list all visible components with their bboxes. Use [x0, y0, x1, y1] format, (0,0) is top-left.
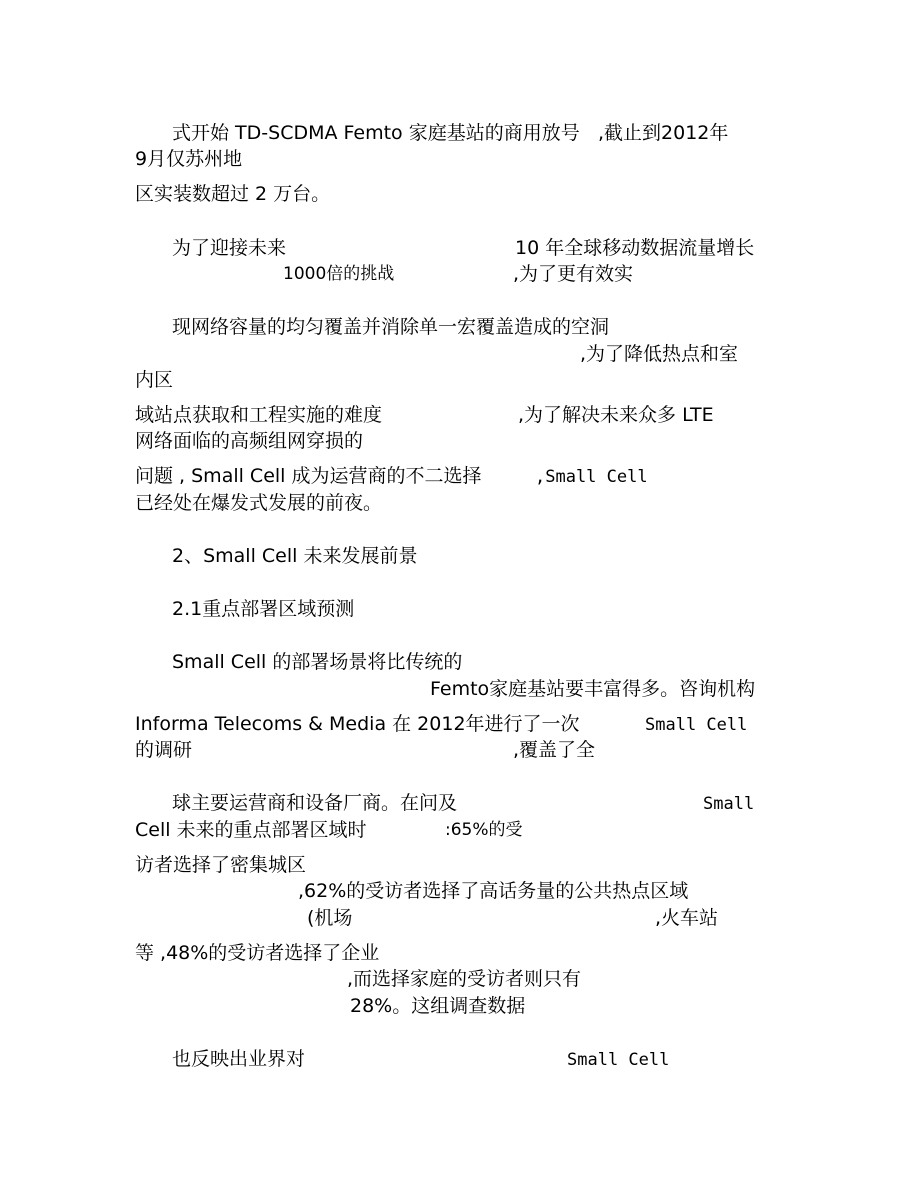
text-line: Small Cell — [645, 715, 748, 735]
text-line: Small — [703, 794, 755, 814]
text-line: Informa Telecoms & Media 在 2012年进行了一次 — [135, 713, 580, 735]
text-line: ,为了解决未来众多 LTE — [518, 404, 714, 426]
text-line: 访者选择了密集城区 — [135, 854, 307, 876]
text-line: 域站点获取和工程实施的难度 — [135, 404, 383, 426]
text-line: 区实装数超过 2 万台。 — [135, 183, 331, 205]
text-line: ,火车站 — [655, 907, 719, 929]
text-line: 的调研 — [135, 739, 193, 761]
text-line: 也反映出业界对 — [172, 1048, 306, 1070]
text-line: 1000倍的挑战 — [283, 264, 395, 284]
text-line: ,Small Cell — [535, 467, 648, 487]
text-line: 10 年全球移动数据流量增长 — [515, 237, 755, 259]
text-line: ,62%的受访者选择了高话务量的公共热点区域 — [298, 880, 689, 902]
text-line: Small Cell 的部署场景将比传统的 — [172, 651, 463, 673]
text-line: :65%的受 — [445, 820, 523, 840]
section-heading: 2、Small Cell 未来发展前景 — [172, 545, 418, 567]
text-line: 为了迎接未来 — [172, 237, 287, 259]
text-line: (机场 — [307, 907, 353, 929]
text-line: ,为了更有效实 — [513, 263, 634, 285]
text-line: ,而选择家庭的受访者则只有 — [347, 968, 582, 990]
text-line: 9月仅苏州地 — [135, 148, 243, 170]
text-line: 现网络容量的均匀覆盖并消除单一宏覆盖造成的空洞 — [172, 316, 610, 338]
text-line: Femto家庭基站要丰富得多。咨询机构 — [430, 678, 756, 700]
text-line: 问题 , Small Cell 成为运营商的不二选择 — [135, 465, 482, 487]
text-line: Cell 未来的重点部署区域时 — [135, 819, 367, 841]
text-line: Small Cell — [567, 1050, 670, 1070]
text-line: 内区 — [135, 369, 174, 391]
text-line: 球主要运营商和设备厂商。在问及 — [172, 792, 458, 814]
text-line: ,截止到2012年 — [598, 122, 729, 144]
text-line: ,覆盖了全 — [513, 739, 596, 761]
text-line: 网络面临的高频组网穿损的 — [135, 430, 364, 452]
subsection-heading: 2.1重点部署区域预测 — [172, 598, 355, 620]
text-line: ,为了降低热点和室 — [580, 343, 739, 365]
text-line: 式开始 TD-SCDMA Femto 家庭基站的商用放号 — [172, 122, 580, 144]
text-line: 28%。这组调查数据 — [350, 995, 526, 1017]
text-line: 等 ,48%的受访者选择了企业 — [135, 942, 380, 964]
text-line: 已经处在爆发式发展的前夜。 — [135, 492, 383, 514]
